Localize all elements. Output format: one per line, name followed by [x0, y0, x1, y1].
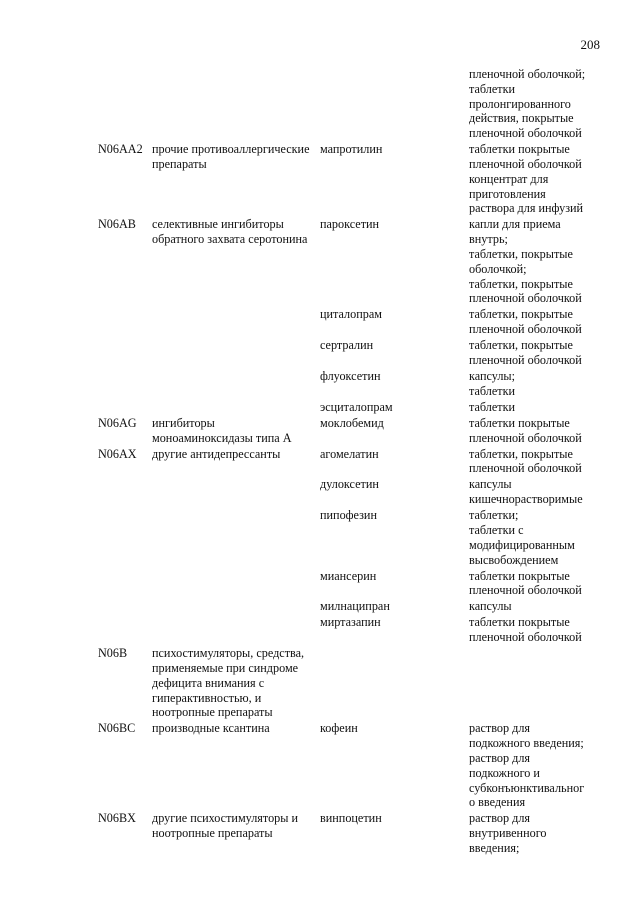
dosage-form	[469, 369, 629, 399]
dosage-form-line: введения;	[469, 840, 520, 855]
drug-name: сертралин	[320, 338, 374, 353]
drug-name: моклобемид	[320, 415, 384, 430]
dosage-form-line: подкожного введения;	[469, 736, 584, 751]
group-line: ноотропные препараты	[152, 705, 273, 720]
group-line: селективные ингибиторы	[152, 217, 284, 232]
drug-name: дулоксетин	[320, 477, 379, 492]
group-line: обратного захвата серотонина	[152, 232, 308, 247]
medication-table	[0, 67, 640, 857]
group-line: другие антидепрессанты	[152, 446, 281, 461]
drug-name: миансерин	[320, 568, 377, 583]
drug-name: милнаципран	[320, 599, 390, 614]
drug-name: мапротилин	[320, 142, 383, 157]
dosage-form	[469, 447, 629, 477]
dosage-form-line: таблетки	[469, 383, 516, 398]
group-line: моноаминоксидазы типа А	[152, 430, 292, 445]
dosage-form-line: раствор для	[469, 721, 531, 736]
dosage-form-line: таблетки с	[469, 522, 524, 537]
dosage-form-line: таблетки покрытые	[469, 615, 570, 630]
dosage-form-line: таблетки, покрытые	[469, 246, 573, 261]
dosage-form-line: оболочкой;	[469, 261, 527, 276]
dosage-form-line: кишечнорастворимые	[469, 492, 583, 507]
table-row	[0, 307, 640, 338]
dosage-form-line: высвобождением	[469, 552, 559, 567]
drug-name: флуоксетин	[320, 368, 381, 383]
table-row	[0, 615, 640, 646]
dosage-form	[469, 67, 629, 141]
dosage-form	[469, 400, 629, 415]
page-number: 208	[580, 37, 600, 52]
table-row	[0, 721, 640, 811]
group-line: препараты	[152, 156, 207, 171]
dosage-form-line: приготовления	[469, 186, 546, 201]
pharmacological-group	[152, 447, 322, 462]
table-row	[0, 142, 640, 217]
table-row	[0, 338, 640, 369]
group-line: прочие противоаллергические	[152, 142, 310, 157]
atc-code: N06AB	[98, 217, 136, 232]
atc-code: N06BC	[98, 721, 136, 736]
dosage-form	[469, 508, 629, 567]
dosage-form-line: таблетки, покрытые	[469, 338, 573, 353]
drug-name: миртазапин	[320, 615, 381, 630]
drug-name: эсциталопрам	[320, 399, 393, 414]
table-row	[0, 447, 640, 478]
dosage-form	[469, 142, 629, 216]
table-row	[0, 67, 640, 142]
table-row	[0, 646, 640, 721]
dosage-form-line: внутрь;	[469, 232, 508, 247]
table-row	[0, 811, 640, 857]
dosage-form	[469, 307, 629, 337]
drug-name: винпоцетин	[320, 811, 382, 826]
dosage-form-line: раствор для	[469, 750, 531, 765]
dosage-form-line: внутривенного	[469, 826, 547, 841]
group-line: гиперактивностью, и	[152, 690, 262, 705]
table-row	[0, 416, 640, 447]
dosage-form	[469, 599, 629, 614]
dosage-form	[469, 217, 629, 306]
drug-name: агомелатин	[320, 446, 379, 461]
dosage-form-line: пленочной оболочкой;	[469, 67, 586, 81]
dosage-form-line: таблетки	[469, 81, 516, 96]
dosage-form-line: пленочной оболочкой	[469, 352, 582, 367]
dosage-form-line: действия, покрытые	[469, 111, 574, 126]
dosage-form-line: пленочной оболочкой	[469, 291, 582, 306]
pharmacological-group	[152, 142, 322, 172]
group-line: другие психостимуляторы и	[152, 811, 299, 826]
dosage-form	[469, 811, 629, 855]
dosage-form	[469, 416, 629, 446]
dosage-form-line: пролонгированного	[469, 96, 571, 111]
group-line: ингибиторы	[152, 415, 215, 430]
dosage-form-line: таблетки, покрытые	[469, 446, 573, 461]
atc-code: N06B	[98, 646, 128, 661]
dosage-form-line: о введения	[469, 795, 526, 810]
group-line: применяемые при синдроме	[152, 660, 299, 675]
dosage-form	[469, 615, 629, 645]
dosage-form	[469, 721, 629, 810]
drug-name: кофеин	[320, 721, 358, 736]
drug-name: пипофезин	[320, 508, 377, 523]
dosage-form-line: капсулы	[469, 599, 512, 614]
atc-code: N06AX	[98, 446, 137, 461]
pharmacological-group	[152, 217, 322, 247]
group-line: ноотропные препараты	[152, 826, 273, 841]
dosage-form-line: пленочной оболочкой	[469, 583, 582, 598]
dosage-form-line: пленочной оболочкой	[469, 322, 582, 337]
dosage-form-line: таблетки	[469, 399, 516, 414]
atc-code: N06AG	[98, 415, 137, 430]
dosage-form-line: таблетки;	[469, 508, 519, 523]
table-row	[0, 369, 640, 400]
dosage-form-line: раствора для инфузий	[469, 201, 584, 216]
table-row	[0, 217, 640, 307]
table-row	[0, 599, 640, 615]
dosage-form-line: капсулы;	[469, 368, 515, 383]
table-row	[0, 400, 640, 416]
dosage-form-line: пленочной оболочкой	[469, 430, 582, 445]
table-row	[0, 508, 640, 568]
dosage-form-line: таблетки покрытые	[469, 415, 570, 430]
dosage-form-line: капсулы	[469, 477, 512, 492]
pharmacological-group	[152, 721, 322, 736]
dosage-form-line: таблетки покрытые	[469, 568, 570, 583]
dosage-form	[469, 338, 629, 368]
pharmacological-group	[152, 416, 322, 446]
dosage-form-line: подкожного и	[469, 765, 540, 780]
group-line: дефицита внимания с	[152, 675, 265, 690]
table-row	[0, 477, 640, 508]
dosage-form-line: таблетки, покрытые	[469, 276, 573, 291]
dosage-form	[469, 569, 629, 599]
dosage-form-line: пленочной оболочкой	[469, 630, 582, 645]
drug-name: циталопрам	[320, 307, 382, 322]
group-line: психостимуляторы, средства,	[152, 646, 305, 661]
dosage-form-line: концентрат для	[469, 171, 549, 186]
dosage-form	[469, 477, 629, 507]
dosage-form-line: раствор для	[469, 811, 531, 826]
dosage-form-line: модифицированным	[469, 537, 575, 552]
dosage-form-line: таблетки покрытые	[469, 142, 570, 157]
dosage-form-line: пленочной оболочкой	[469, 156, 582, 171]
dosage-form-line: пленочной оболочкой	[469, 126, 582, 141]
atc-code: N06BX	[98, 811, 136, 826]
pharmacological-group	[152, 811, 322, 841]
atc-code: N06AA2	[98, 142, 143, 157]
dosage-form-line: субконъюнктивальног	[469, 780, 585, 795]
table-row	[0, 569, 640, 600]
group-line: производные ксантина	[152, 721, 270, 736]
dosage-form-line: пленочной оболочкой	[469, 461, 582, 476]
dosage-form-line: таблетки, покрытые	[469, 307, 573, 322]
drug-name: пароксетин	[320, 217, 380, 232]
dosage-form-line: капли для приема	[469, 217, 561, 232]
pharmacological-group	[152, 646, 322, 720]
